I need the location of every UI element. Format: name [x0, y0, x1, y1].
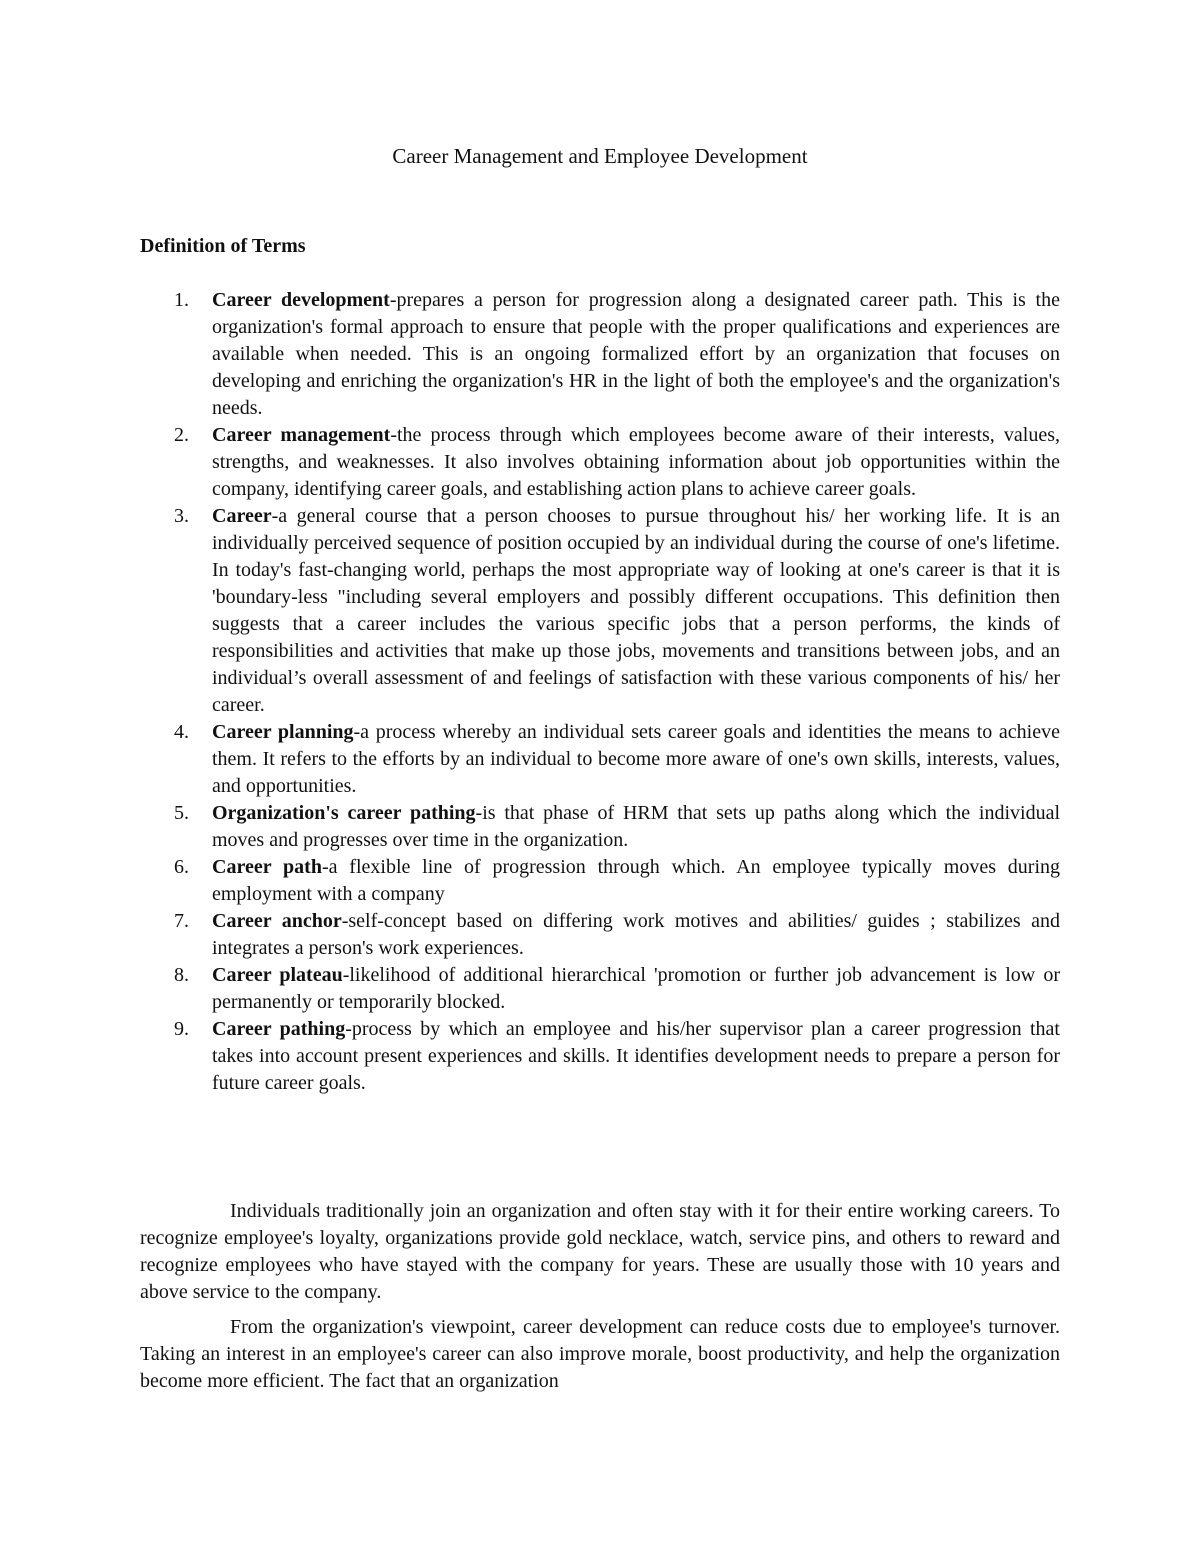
document-title: Career Management and Employee Development: [392, 144, 808, 168]
term-number: 9.: [174, 1018, 189, 1040]
term-item: [174, 908, 1060, 962]
term-name: Organization's career pathing: [212, 802, 476, 824]
term-number: 8.: [174, 964, 189, 986]
term-name: Career development: [212, 289, 390, 311]
term-name: Career anchor: [212, 910, 342, 932]
body-text: [140, 1198, 1060, 1403]
term-number: 2.: [174, 424, 189, 446]
term-definition: -is that phase of HRM that sets up paths along which the individual moves and progresses over time in the organization.: [212, 802, 1060, 851]
term-definition: -process by which an employee and his/her supervisor plan a career progression that takes into account present experiences and skills. It identifies development needs to prepare a person for future career goals.: [212, 1018, 1060, 1094]
term-definition: -prepares a person for progression along a designated career path. This is the organization's formal approach to ensure that people with the proper qualifications and experiences are available when needed. This is an ongoing formalized effort by an organization that focuses on developing and enriching the organization's HR in the light of both the employee's and the organization's needs.: [212, 289, 1060, 419]
term-name: Career planning: [212, 721, 354, 743]
term-item: [174, 1016, 1060, 1097]
term-item: [174, 800, 1060, 854]
term-item: [174, 503, 1060, 719]
term-definition: -a general course that a person chooses to pursue throughout his/ her working life. It is an individually perceived sequence of position occupied by an individual during the course of one's lifetime. In today's fast-changing world, perhaps the most appropriate way of looking at one's career is that it is 'boundary-less "including several employers and possibly different occupations. This definition then suggests that a career includes the various specific jobs that a person performs, the kinds of responsibilities and activities that make up those jobs, movements and transitions between jobs, and an individual’s overall assessment of and feelings of satisfaction with these various components of his/ her career.: [212, 505, 1060, 716]
term-definition: -likelihood of additional hierarchical 'promotion or further job advancement is low or permanently or temporarily blocked.: [212, 964, 1060, 1013]
term-number: 5.: [174, 802, 189, 824]
term-definition: -the process through which employees become aware of their interests, values, strengths, and weaknesses. It also involves obtaining information about job opportunities within the company, identifying career goals, and establishing action plans to achieve career goals.: [212, 424, 1060, 500]
section-heading: Definition of Terms: [140, 235, 306, 257]
body-paragraph: From the organization's viewpoint, career development can reduce costs due to employee's turnover. Taking an interest in an employee's career can also improve morale, boost productivity, and help the organization become more efficient. The fact that an organization: [140, 1316, 1060, 1392]
body-paragraph: Individuals traditionally join an organization and often stay with it for their entire working careers. To recognize employee's loyalty, organizations provide gold necklace, watch, service pins, and others to reward and recognize employees who have stayed with the company for years. These are usually those with 10 years and above service to the company.: [140, 1200, 1060, 1303]
term-definition: -self-concept based on differing work motives and abilities/ guides ; stabilizes and integrates a person's work experiences.: [212, 910, 1060, 959]
term-item: [174, 719, 1060, 800]
term-number: 1.: [174, 289, 189, 311]
term-number: 6.: [174, 856, 189, 878]
term-name: Career: [212, 505, 272, 527]
term-number: 7.: [174, 910, 189, 932]
term-definition: -a flexible line of progression through which. An employee typically moves during employment with a company: [212, 856, 1061, 905]
term-item: [174, 854, 1061, 908]
term-item: [174, 422, 1060, 503]
term-name: Career pathing: [212, 1018, 346, 1040]
term-item: [174, 962, 1060, 1016]
term-name: Career plateau: [212, 964, 343, 986]
terms-list: [174, 287, 1061, 1097]
term-item: [174, 287, 1060, 422]
term-name: Career path: [212, 856, 322, 878]
term-number: 4.: [174, 721, 189, 743]
term-number: 3.: [174, 505, 189, 527]
term-definition: -a process whereby an individual sets career goals and identities the means to achieve them. It refers to the efforts by an individual to become more aware of one's own skills, interests, values, and opportunities.: [212, 721, 1060, 797]
term-name: Career management: [212, 424, 391, 446]
